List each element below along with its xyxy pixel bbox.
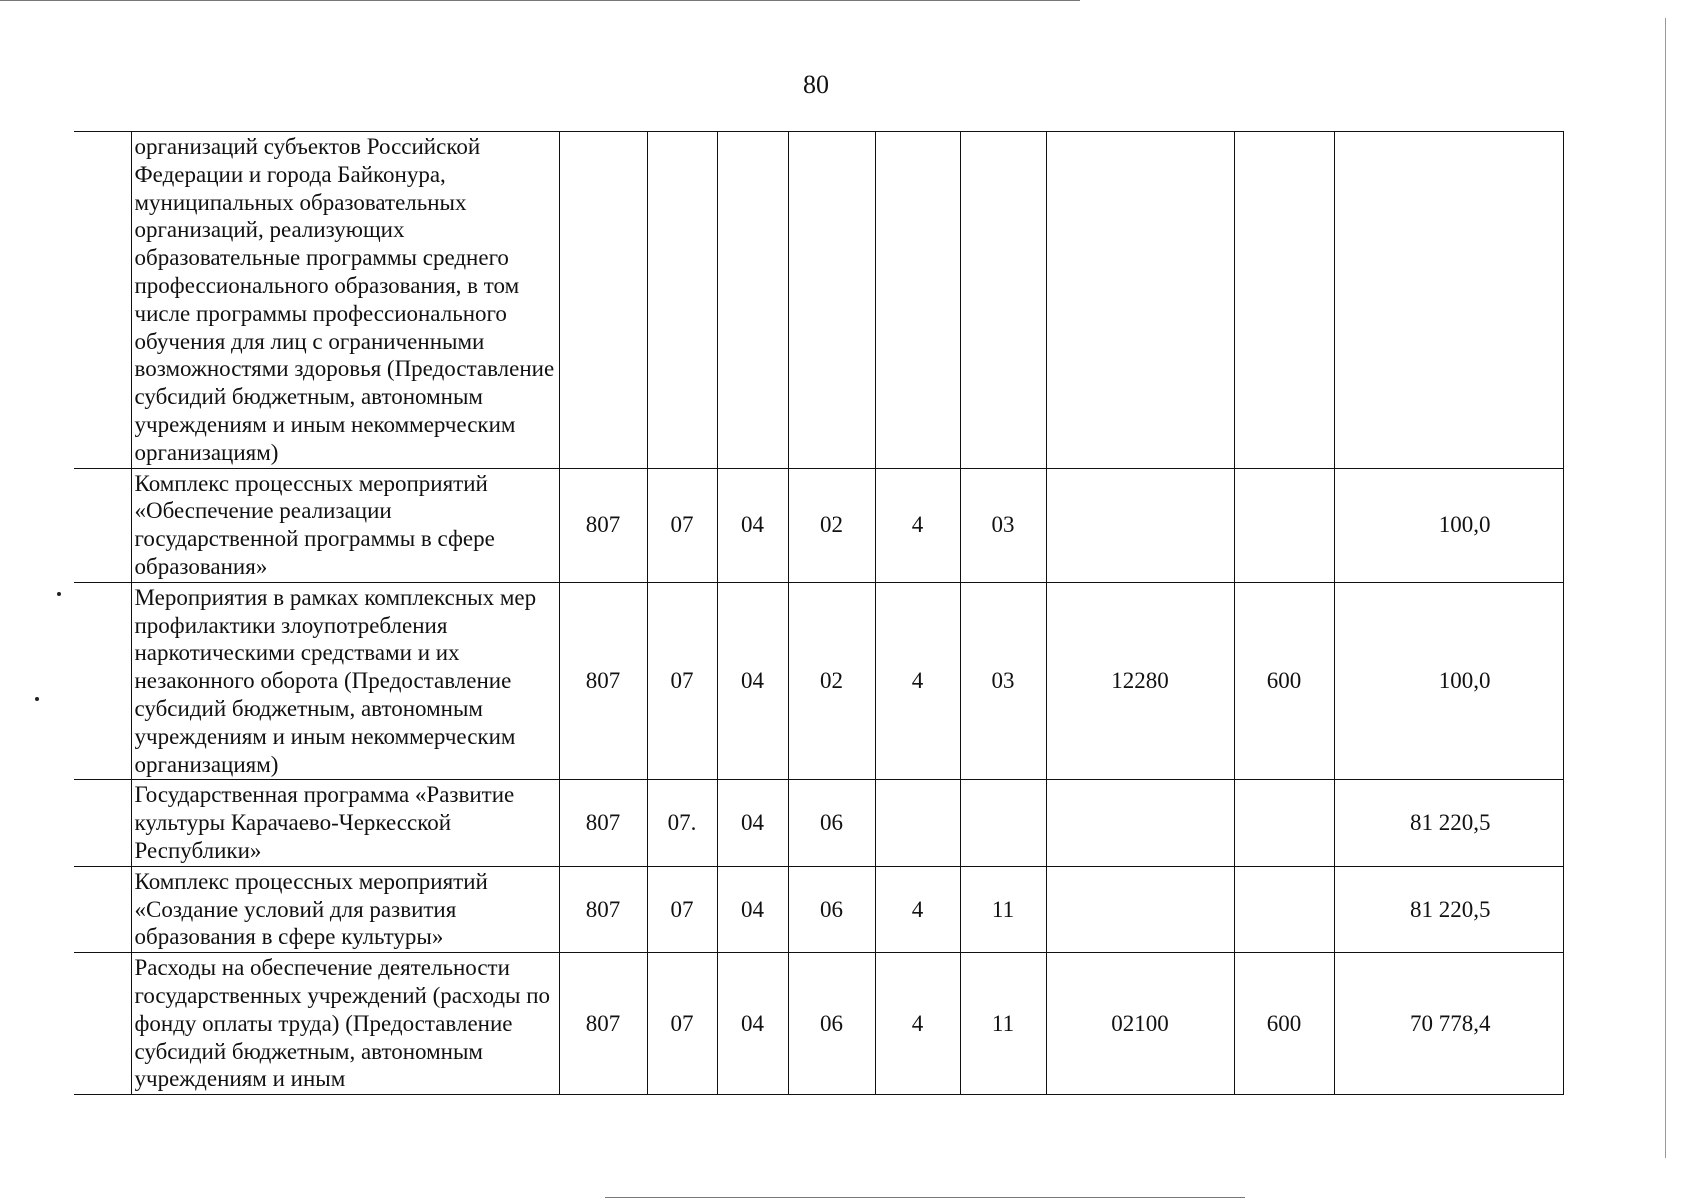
code-cell bbox=[1046, 780, 1234, 866]
table-row bbox=[74, 582, 1563, 780]
scan-dot bbox=[57, 592, 61, 596]
scan-bottom-line bbox=[605, 1197, 1245, 1198]
index-cell bbox=[74, 582, 131, 780]
code-cell: 600 bbox=[1234, 953, 1334, 1095]
code-cell: 03 bbox=[960, 582, 1046, 780]
scan-right-edge bbox=[1665, 18, 1666, 1158]
code-cell: 04 bbox=[717, 780, 788, 866]
code-cell bbox=[559, 132, 647, 469]
code-cell: 11 bbox=[960, 953, 1046, 1095]
code-cell: 807 bbox=[559, 953, 647, 1095]
code-cell bbox=[1234, 780, 1334, 866]
table-row bbox=[74, 953, 1563, 1095]
code-cell: 12280 bbox=[1046, 582, 1234, 780]
code-cell: 4 bbox=[875, 582, 960, 780]
amount-cell: 100,0 bbox=[1334, 582, 1563, 780]
code-cell bbox=[1234, 866, 1334, 952]
amount-cell: 81 220,5 bbox=[1334, 866, 1563, 952]
index-cell bbox=[74, 468, 131, 582]
code-cell: 03 bbox=[960, 468, 1046, 582]
budget-table bbox=[74, 131, 1564, 1095]
code-cell: 04 bbox=[717, 468, 788, 582]
code-cell: 07 bbox=[647, 468, 717, 582]
item-name: организаций субъектов Российской Федерации и города Байконура, муниципальных образовательных организаций, реализующих образовательные программы среднего профессионального образования, в том числе программы профессионального обучения для лиц с ограниченными возможностями здоровья (Предоставление субсидий бюджетным, автономным учреждениям и иным некоммерческим организациям) bbox=[131, 132, 559, 469]
index-cell bbox=[74, 780, 131, 866]
table-row bbox=[74, 866, 1563, 952]
code-cell: 807 bbox=[559, 582, 647, 780]
amount-cell: 100,0 bbox=[1334, 468, 1563, 582]
code-cell: 07 bbox=[647, 866, 717, 952]
index-cell bbox=[74, 132, 131, 469]
code-cell bbox=[1046, 132, 1234, 469]
scan-top-line bbox=[0, 0, 1080, 1]
code-cell: 06 bbox=[788, 780, 875, 866]
code-cell bbox=[875, 132, 960, 469]
item-name: Мероприятия в рамках комплексных мер профилактики злоупотребления наркотическими средствами и их незаконного оборота (Предоставление субсидий бюджетным, автономным учреждениям и иным некоммерческим организациям) bbox=[131, 582, 559, 780]
code-cell: 02 bbox=[788, 582, 875, 780]
code-cell bbox=[1046, 866, 1234, 952]
code-cell bbox=[788, 132, 875, 469]
amount-cell bbox=[1334, 132, 1563, 469]
code-cell: 600 bbox=[1234, 582, 1334, 780]
table-row bbox=[74, 132, 1563, 469]
code-cell: 807 bbox=[559, 866, 647, 952]
item-name: Расходы на обеспечение деятельности государственных учреждений (расходы по фонду оплаты труда) (Предоставление субсидий бюджетным, автономным учреждениям и иным bbox=[131, 953, 559, 1095]
item-name: Комплекс процессных мероприятий «Обеспечение реализации государственной программы в сфере образования» bbox=[131, 468, 559, 582]
code-cell: 4 bbox=[875, 953, 960, 1095]
scan-dot bbox=[35, 697, 39, 701]
code-cell: 02100 bbox=[1046, 953, 1234, 1095]
code-cell: 06 bbox=[788, 866, 875, 952]
code-cell bbox=[647, 132, 717, 469]
code-cell: 04 bbox=[717, 953, 788, 1095]
code-cell bbox=[960, 780, 1046, 866]
code-cell: 07 bbox=[647, 582, 717, 780]
table-row bbox=[74, 780, 1563, 866]
amount-cell: 81 220,5 bbox=[1334, 780, 1563, 866]
index-cell bbox=[74, 953, 131, 1095]
code-cell: 04 bbox=[717, 866, 788, 952]
code-cell: 02 bbox=[788, 468, 875, 582]
code-cell bbox=[1046, 468, 1234, 582]
code-cell: 807 bbox=[559, 468, 647, 582]
code-cell: 807 bbox=[559, 780, 647, 866]
code-cell: 4 bbox=[875, 866, 960, 952]
index-cell bbox=[74, 866, 131, 952]
code-cell: 07. bbox=[647, 780, 717, 866]
code-cell bbox=[717, 132, 788, 469]
code-cell: 4 bbox=[875, 468, 960, 582]
code-cell: 06 bbox=[788, 953, 875, 1095]
item-name: Государственная программа «Развитие культуры Карачаево-Черкесской Республики» bbox=[131, 780, 559, 866]
code-cell bbox=[1234, 132, 1334, 469]
code-cell bbox=[875, 780, 960, 866]
item-name: Комплекс процессных мероприятий «Создание условий для развития образования в сфере культуры» bbox=[131, 866, 559, 952]
code-cell bbox=[960, 132, 1046, 469]
code-cell bbox=[1234, 468, 1334, 582]
page-number: 80 bbox=[803, 70, 829, 99]
code-cell: 04 bbox=[717, 582, 788, 780]
code-cell: 07 bbox=[647, 953, 717, 1095]
amount-cell: 70 778,4 bbox=[1334, 953, 1563, 1095]
table-row bbox=[74, 468, 1563, 582]
code-cell: 11 bbox=[960, 866, 1046, 952]
